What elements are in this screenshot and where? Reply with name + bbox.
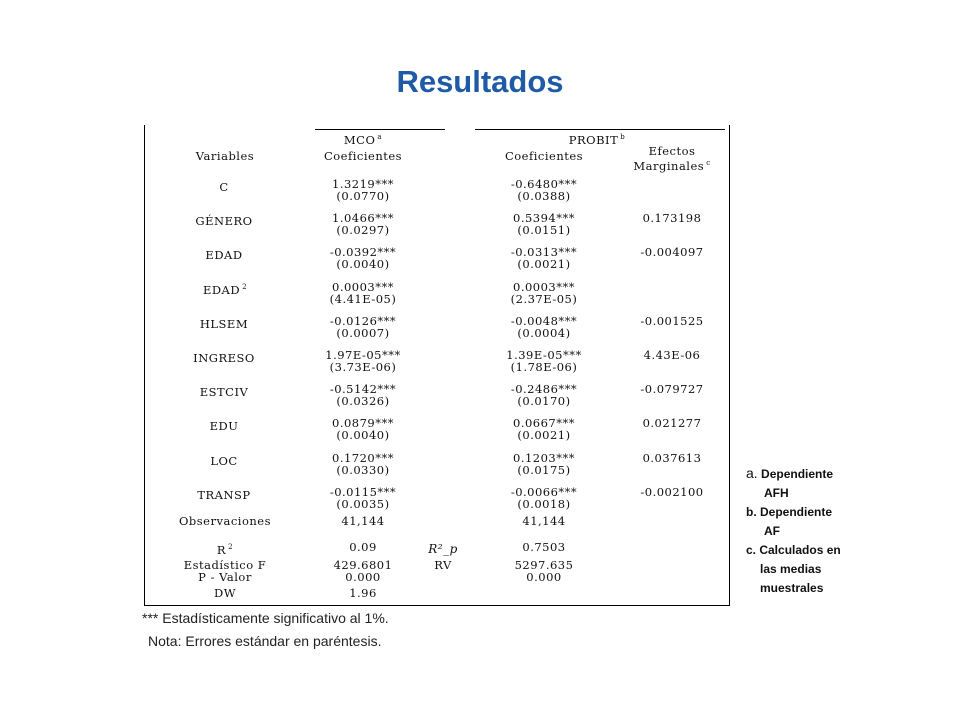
r2-probit: 0.7503: [522, 540, 566, 554]
row-probit-coef: -0.0048***: [510, 313, 578, 328]
observaciones-label: Observaciones: [178, 514, 272, 528]
row-mco-coef: 1.97E-05***: [325, 348, 401, 362]
row-probit-coef: 0.0003***: [513, 279, 575, 294]
row-probit-se: (0.0170): [517, 394, 571, 409]
rv-probit: 5297.635: [514, 558, 574, 572]
row-variable: INGRESO: [193, 350, 255, 365]
mco-group-header: MCO $^a$: [343, 132, 383, 147]
row-probit-se: (0.0021): [517, 257, 571, 272]
row-mco-se: (0.0035): [336, 496, 390, 511]
note-b-cont: AF: [764, 524, 780, 538]
note-c-cont1: las medias: [760, 562, 822, 576]
col-header-mco-coef: Coeficientes: [323, 149, 403, 163]
row-probit-coef: -0.6480***: [510, 177, 578, 191]
row-mco-se: (0.0330): [336, 462, 390, 477]
row-variable: ESTCIV: [199, 385, 249, 400]
col-header-marginales: Marginales $^c$: [633, 158, 711, 173]
row-variable: EDAD $^2$: [202, 282, 248, 297]
standard-error-note: Nota: Errores estándar en paréntesis.: [148, 633, 382, 649]
row-variable: HLSEM: [199, 316, 249, 331]
row-probit-coef: -0.2486***: [510, 382, 578, 397]
row-probit-coef: -0.0066***: [510, 484, 578, 499]
row-probit-se: (0.0151): [517, 223, 571, 238]
row-marginal: 4.43E-06: [643, 348, 701, 362]
row-mco-se: (3.73E-06): [329, 360, 397, 374]
slide-title: Resultados: [396, 64, 564, 99]
row-mco-se: (0.0040): [336, 257, 390, 272]
row-marginal: 0.037613: [642, 450, 702, 465]
col-header-efectos: Efectos: [648, 144, 696, 158]
row-mco-coef: 0.1720***: [332, 450, 394, 465]
row-marginal: -0.004097: [640, 245, 704, 260]
row-mco-se: (0.0297): [336, 223, 390, 238]
row-probit-se: (0.0021): [517, 428, 571, 443]
row-mco-se: (0.0040): [336, 428, 390, 443]
f-label: Estadístico F: [183, 558, 267, 572]
row-probit-se: (0.0388): [517, 189, 571, 203]
note-c: c. Calculados en: [746, 543, 841, 557]
row-marginal: 0.021277: [642, 416, 702, 431]
row-mco-coef: 1.0466***: [332, 211, 394, 226]
note-a: a. Dependiente: [746, 465, 834, 481]
probit-header-rule: [475, 129, 725, 130]
row-mco-coef: -0.5142***: [329, 382, 397, 397]
row-probit-coef: 0.1203***: [513, 450, 575, 465]
row-probit-se: (2.37E-05): [510, 291, 578, 306]
row-mco-se: (0.0007): [336, 325, 390, 340]
row-variable: EDU: [209, 419, 239, 434]
mco-header-rule: [315, 129, 445, 130]
row-probit-se: (0.0175): [517, 462, 571, 477]
row-mco-coef: 1.3219***: [332, 177, 394, 191]
col-header-probit-coef: Coeficientes: [504, 149, 584, 163]
note-a-cont: AFH: [764, 486, 789, 500]
pval-probit: 0.000: [526, 570, 562, 584]
side-notes: [746, 464, 896, 598]
row-probit-coef: -0.0313***: [510, 245, 578, 260]
observaciones-probit: 41,144: [522, 514, 566, 528]
note-c-cont2: muestrales: [760, 581, 824, 595]
row-marginal: 0.173198: [642, 211, 702, 226]
row-mco-se: (0.0326): [336, 394, 390, 409]
row-probit-se: (0.0018): [517, 496, 571, 511]
row-variable: TRANSP: [197, 487, 251, 502]
row-probit-se: (0.0004): [517, 325, 571, 340]
observaciones-mco: 41,144: [341, 514, 385, 528]
probit-group-header: PROBIT $^b$: [568, 132, 626, 147]
dw-label: DW: [213, 586, 237, 600]
row-marginal: -0.002100: [640, 484, 704, 499]
f-mco: 429.6801: [333, 558, 393, 572]
row-probit-coef: 1.39E-05***: [506, 348, 582, 362]
dw-mco: 1.96: [349, 586, 377, 600]
col-header-variables: Variables: [195, 149, 255, 163]
row-mco-coef: 0.0879***: [332, 416, 394, 431]
row-mco-se: (0.0770): [336, 189, 390, 203]
r2p-label: R²_p: [428, 542, 458, 556]
row-variable: C: [219, 179, 229, 194]
row-probit-se: (1.78E-06): [510, 360, 578, 374]
r2-mco: 0.09: [349, 540, 377, 554]
row-variable: EDAD: [205, 248, 243, 263]
row-mco-se: (4.41E-05): [329, 291, 397, 306]
rv-label: RV: [434, 558, 452, 572]
row-mco-coef: -0.0392***: [329, 245, 397, 260]
row-variable: LOC: [210, 453, 238, 468]
row-variable: GÉNERO: [195, 214, 253, 229]
row-mco-coef: 0.0003***: [332, 279, 394, 294]
pval-label: P - Valor: [198, 570, 252, 584]
row-probit-coef: 0.0667***: [513, 416, 575, 431]
row-marginal: -0.001525: [640, 313, 704, 328]
pval-mco: 0.000: [345, 570, 381, 584]
significance-note: *** Estadísticamente significativo al 1%.: [142, 610, 389, 626]
results-table: [144, 125, 730, 606]
row-mco-coef: -0.0126***: [329, 313, 397, 328]
row-mco-coef: -0.0115***: [329, 484, 397, 499]
row-marginal: -0.079727: [640, 382, 704, 397]
note-b: b. Dependiente: [746, 505, 833, 519]
r2-label: R $^2$: [216, 542, 234, 557]
row-probit-coef: 0.5394***: [513, 211, 575, 226]
